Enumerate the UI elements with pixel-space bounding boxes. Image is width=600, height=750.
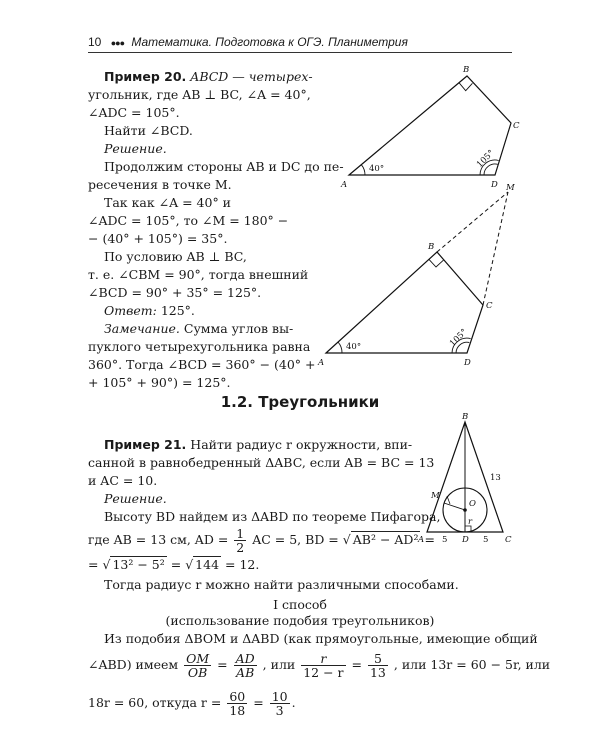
figure-quadrilateral bbox=[335, 60, 525, 195]
fraction-10-3: $\frac{10}{3}$ bbox=[271, 689, 288, 718]
example20-remark: Замечание. Сумма углов вы- bbox=[104, 321, 294, 336]
extension-dc bbox=[483, 192, 508, 305]
fig1-label-d: D bbox=[491, 180, 498, 190]
fig2-label-b: B bbox=[428, 242, 435, 252]
fig3-label-o: O bbox=[469, 499, 476, 509]
book-title: Математика. Подготовка к ОГЭ. Планиметрия bbox=[131, 35, 408, 49]
example20-line9: − (40° + 105°) = 35°. bbox=[88, 231, 228, 246]
example21-line8: Из подобия ΔBOM и ΔABD (как прямоугольные, имеющие общий bbox=[104, 631, 538, 646]
fig1-label-b: B bbox=[463, 65, 470, 75]
example21-line5: где AB = 13 см, AD = $\frac{1}{2}$ AC = 5, BD = √ AB² − AD² = bbox=[88, 526, 435, 555]
method-subtitle: (использование подобия треугольников) bbox=[165, 613, 435, 628]
sqrt-ab-ad: AB² − AD² bbox=[352, 532, 419, 547]
example21-solution-label: Решение. bbox=[104, 491, 167, 506]
fraction-5-13: $\frac{5}{13}$ bbox=[369, 651, 386, 680]
example20-remark-line4: + 105° + 90°) = 125°. bbox=[88, 375, 231, 390]
example20-line8: ∠ADC = 105°, то ∠M = 180° − bbox=[88, 213, 289, 228]
example20-task: Найти ∠BCD. bbox=[104, 123, 193, 138]
fig2-label-d: D bbox=[464, 358, 471, 368]
fig3-dc-5: 5 bbox=[483, 535, 489, 544]
fig1-angle-d: 105° bbox=[474, 148, 497, 170]
method-title: I способ bbox=[273, 597, 327, 612]
extension-ab bbox=[437, 192, 508, 252]
fraction-half: $\frac{1}{2}$ bbox=[236, 526, 245, 555]
right-angle-mark bbox=[429, 259, 443, 267]
example21-line1: Пример 21. Найти радиус r окружности, впи- bbox=[104, 437, 413, 452]
fig3-label-c: C bbox=[505, 535, 512, 544]
right-angle-mark-m bbox=[447, 496, 450, 504]
example20-remark-line2: пуклого четырехугольника равна bbox=[88, 339, 311, 354]
fig2-angle-a: 40° bbox=[346, 342, 362, 352]
fig3-label-b: B bbox=[462, 412, 469, 422]
fraction-60-18: $\frac{60}{18}$ bbox=[229, 689, 246, 718]
fig3-ad-5: 5 bbox=[442, 535, 448, 544]
fig3-label-m: M bbox=[431, 491, 440, 501]
example21-line9: ∠ABD) имеем $\frac{OM}{OB}$ = $\frac{AD}{AB}$ , или $\frac{r}{12 - r}$ = $\frac{5}{13}$ , или 13r = 60 − 5r, или bbox=[88, 651, 551, 680]
fig2-angle-d: 105° bbox=[447, 327, 470, 349]
fig3-label-r: r bbox=[468, 517, 473, 527]
example20-line5: Продолжим стороны AB и DC до пе- bbox=[104, 159, 344, 174]
fraction-ad-ab: $\frac{AD}{AB}$ bbox=[235, 651, 255, 680]
page-number: 10 bbox=[88, 35, 102, 49]
example21-line3: и AC = 10. bbox=[88, 473, 158, 488]
example21-line10: 18r = 60, откуда r = $\frac{60}{18}$ = $\frac{10}{3}$ . bbox=[88, 689, 296, 718]
fig1-label-c: C bbox=[513, 121, 520, 131]
header-dots-icon: ●●● bbox=[110, 38, 125, 48]
example21-label: Пример 21. bbox=[104, 437, 187, 452]
sqrt-144: 144 bbox=[195, 557, 220, 572]
angle-a-arc bbox=[338, 342, 342, 353]
fraction-r-12r: $\frac{r}{12 - r}$ bbox=[303, 651, 344, 680]
example21-line4: Высоту BD найдем из ΔABD по теореме Пифагора, bbox=[104, 509, 441, 524]
right-angle-mark bbox=[459, 83, 472, 91]
fraction-om-ob: $\frac{OM}{OB}$ bbox=[186, 651, 210, 680]
figure-triangle-incircle bbox=[412, 410, 522, 544]
fig2-label-c: C bbox=[486, 301, 493, 311]
example20-remark-line3: 360°. Тогда ∠BCD = 360° − (40° + bbox=[88, 357, 316, 372]
example20-line3: ∠ADC = 105°. bbox=[88, 105, 180, 120]
example21-line6: = √ 13² − 5² = √ 144 = 12. bbox=[88, 557, 260, 572]
fig1-angle-a: 40° bbox=[369, 164, 385, 174]
radius-om bbox=[444, 503, 465, 510]
example21-line2: санной в равнобедренный ΔABC, если AB = BC = 13 bbox=[88, 455, 435, 470]
example20-line12: ∠BCD = 90° + 35° = 125°. bbox=[88, 285, 262, 300]
fig2-label-a: A bbox=[318, 358, 325, 368]
fig3-label-d: D bbox=[462, 535, 469, 544]
section-title: 1.2. Треугольники bbox=[220, 393, 380, 411]
sqrt-13-5: 13² − 5² bbox=[112, 557, 165, 572]
example20-answer: Ответ: 125°. bbox=[104, 303, 195, 318]
example20-line2: угольник, где AB ⊥ BC, ∠A = 40°, bbox=[88, 87, 311, 102]
example20-line7: Так как ∠A = 40° и bbox=[104, 195, 232, 210]
example20-line11: т. е. ∠CBM = 90°, тогда внешний bbox=[88, 267, 309, 282]
fig2-label-m: M bbox=[506, 183, 515, 193]
example21-line7: Тогда радиус r можно найти различными способами. bbox=[104, 577, 459, 592]
example20-line1: Пример 20. ABCD — четырех- bbox=[104, 69, 313, 84]
fig1-label-a: A bbox=[341, 180, 348, 190]
center-point bbox=[463, 508, 467, 512]
example20-line10: По условию AB ⊥ BC, bbox=[104, 249, 247, 264]
fig3-label-a: A bbox=[418, 535, 425, 544]
page-header bbox=[88, 34, 512, 53]
example20-solution-label: Решение. bbox=[104, 141, 167, 156]
angle-a-arc bbox=[361, 165, 365, 175]
example20-line6: ресечения в точке M. bbox=[88, 177, 232, 192]
example20-label: Пример 20. bbox=[104, 69, 187, 84]
figure-extended bbox=[310, 182, 530, 370]
fig3-side-13: 13 bbox=[490, 473, 501, 483]
